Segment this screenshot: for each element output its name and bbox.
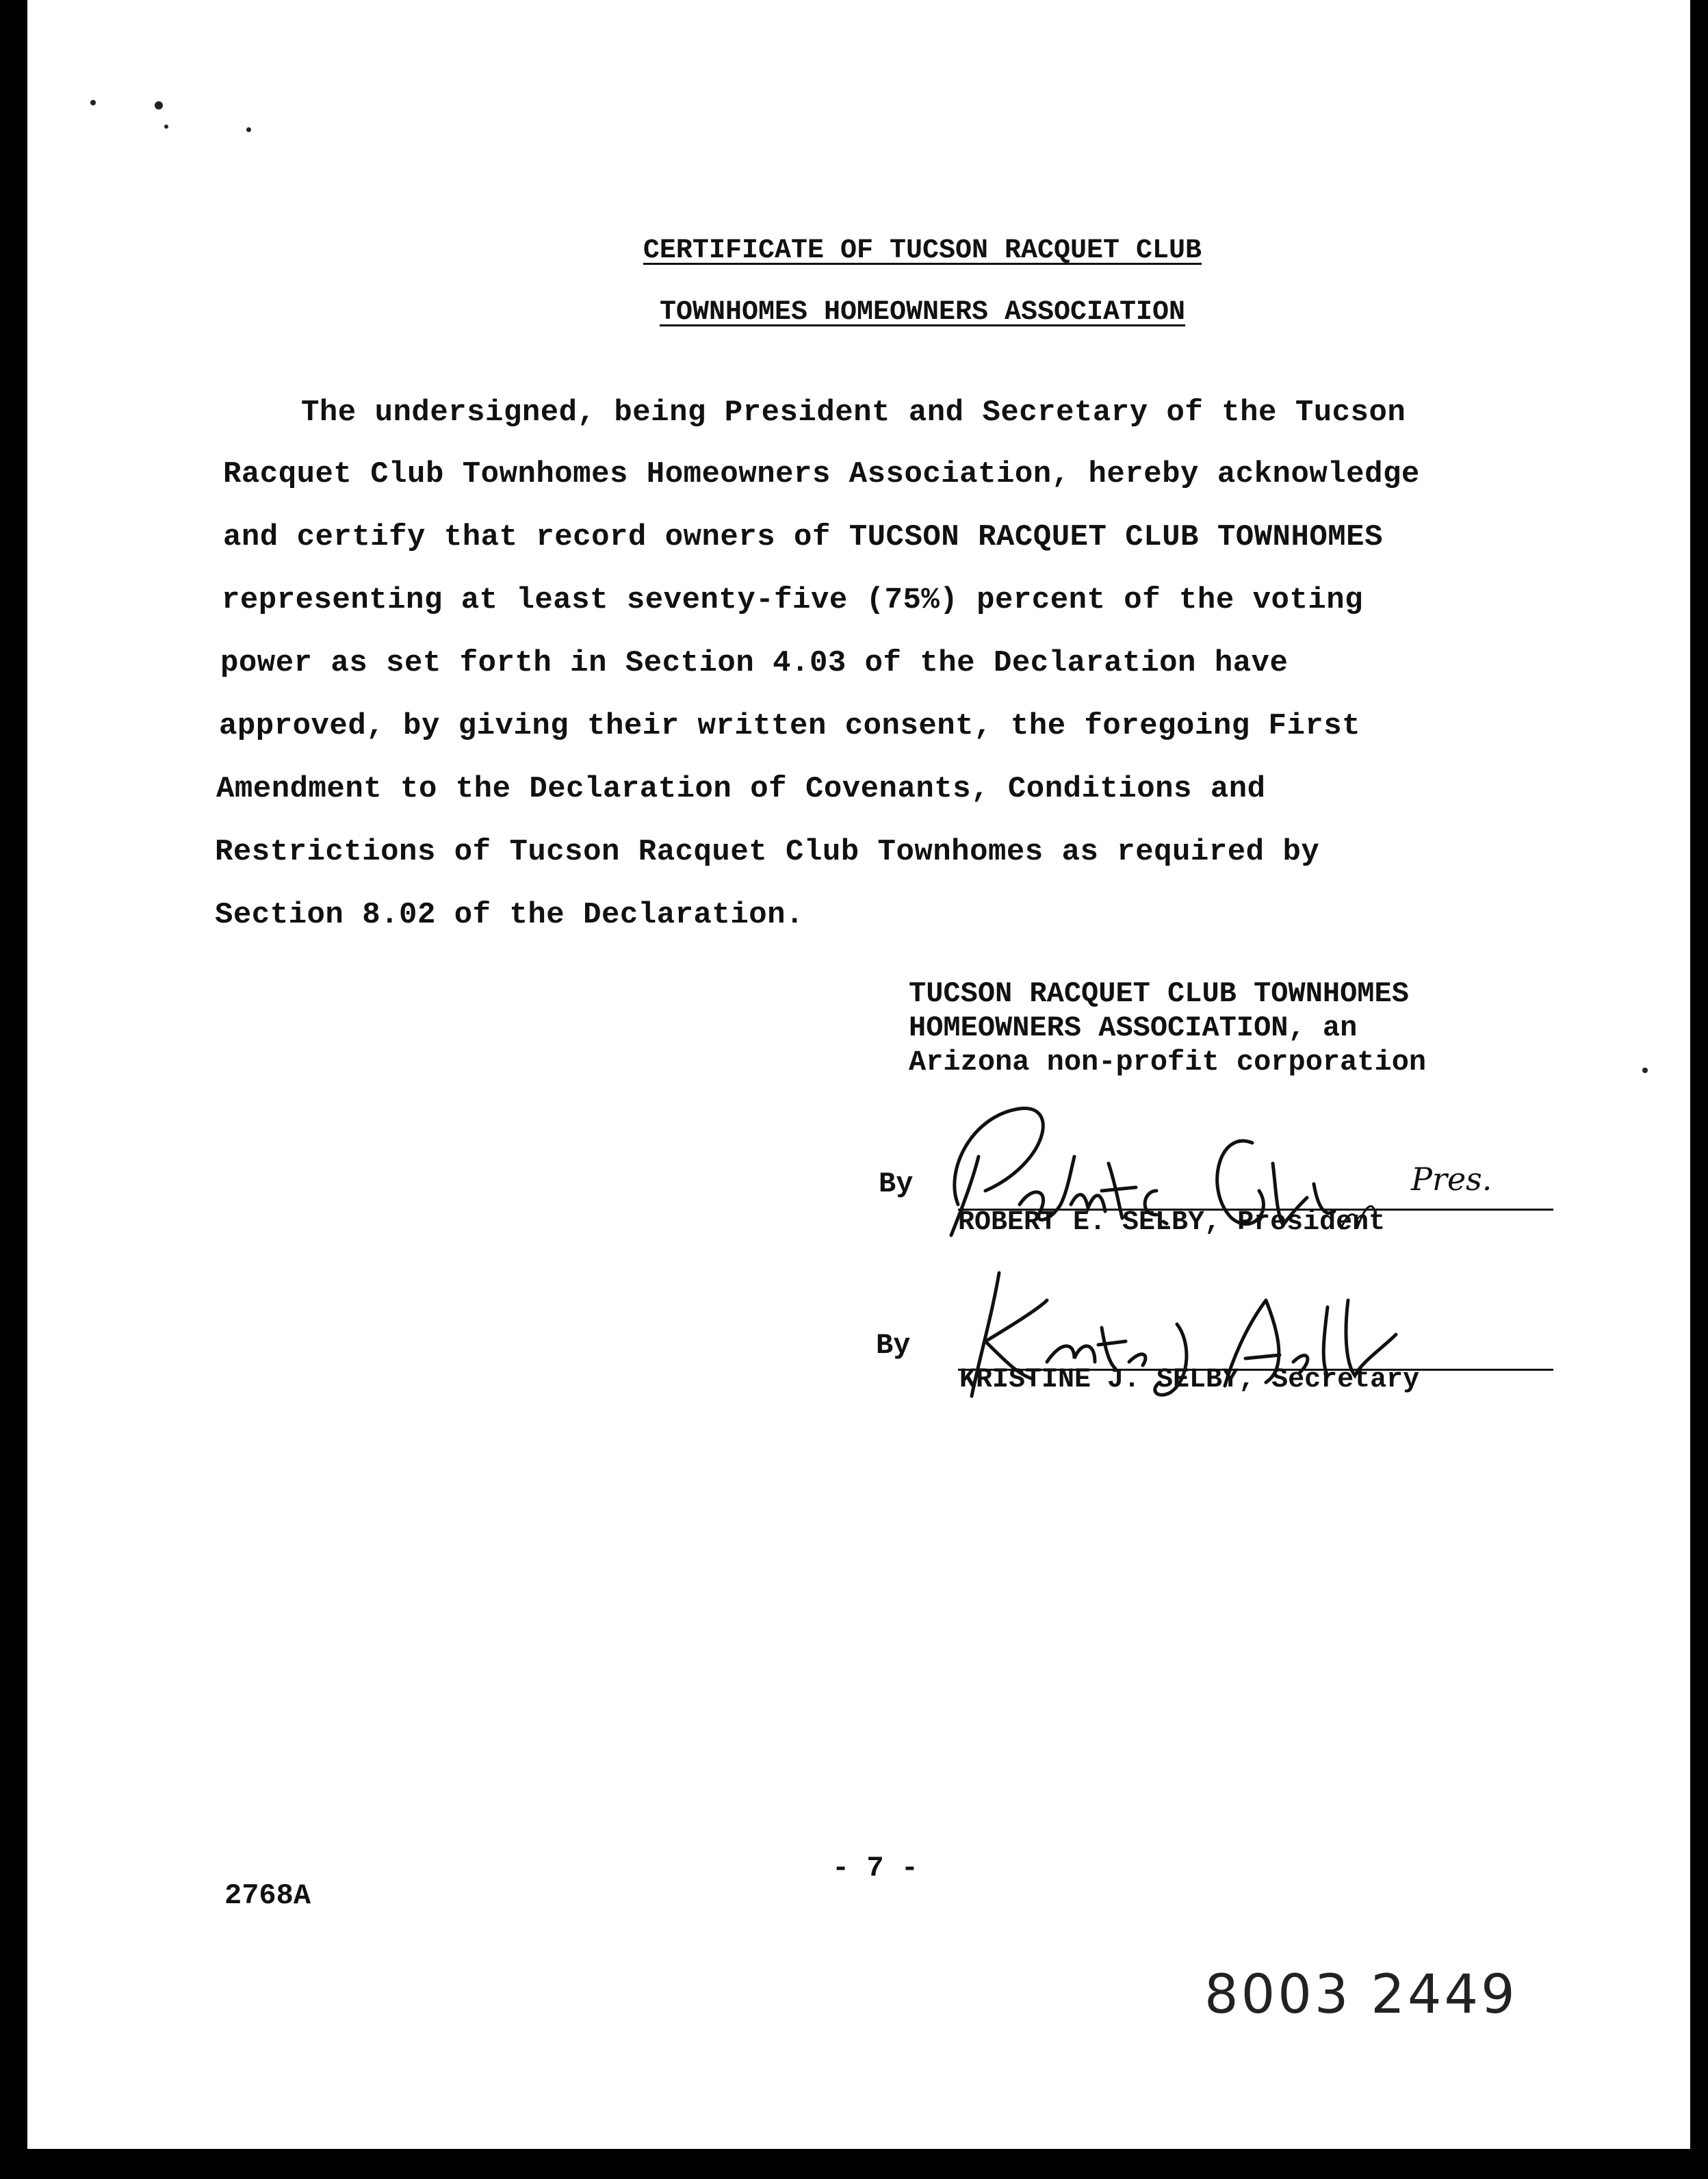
- certificate-title-line2: TOWNHOMES HOMEOWNERS ASSOCIATION: [659, 297, 1186, 328]
- body-line: Amendment to the Declaration of Covenants, Conditions and: [216, 772, 1266, 806]
- scan-speck: [155, 101, 163, 109]
- organization-line: HOMEOWNERS ASSOCIATION, an: [909, 1011, 1358, 1044]
- organization-line: TUCSON RACQUET CLUB TOWNHOMES: [909, 977, 1409, 1010]
- body-line: and certify that record owners of TUCSON RACQUET CLUB TOWNHOMES: [223, 520, 1383, 554]
- by-label-president: By: [879, 1168, 914, 1200]
- body-line: Section 8.02 of the Declaration.: [215, 898, 804, 932]
- document-number: 8003 2449: [1204, 1964, 1518, 2026]
- scan-speck: [1642, 1068, 1648, 1073]
- organization-line: Arizona non-profit corporation: [909, 1046, 1427, 1079]
- document-code: 2768A: [224, 1879, 311, 1912]
- document-sheet: [27, 0, 1690, 2149]
- handwritten-pres-note: Pres.: [1411, 1161, 1492, 1198]
- body-line: power as set forth in Section 4.03 of the Declaration have: [220, 646, 1289, 680]
- president-name-title: ROBERT E. SELBY, President: [958, 1207, 1386, 1238]
- certificate-title-line1: CERTIFICATE OF TUCSON RACQUET CLUB: [643, 235, 1202, 266]
- secretary-name-title: KRISTINE J. SELBY, Secretary: [959, 1365, 1420, 1395]
- by-label-secretary: By: [876, 1329, 911, 1362]
- scan-speck: [90, 100, 96, 105]
- page-number: - 7 -: [832, 1852, 919, 1885]
- body-line: Restrictions of Tucson Racquet Club Townhomes as required by: [215, 835, 1320, 869]
- body-line: Racquet Club Townhomes Homeowners Association, hereby acknowledge: [223, 457, 1420, 491]
- scan-speck: [164, 125, 168, 129]
- body-line: The undersigned, being President and Secretary of the Tucson: [301, 396, 1406, 430]
- body-line: representing at least seventy-five (75%) percent of the voting: [222, 583, 1364, 617]
- body-line: approved, by giving their written consent, the foregoing First: [219, 709, 1361, 743]
- scan-speck: [246, 127, 251, 132]
